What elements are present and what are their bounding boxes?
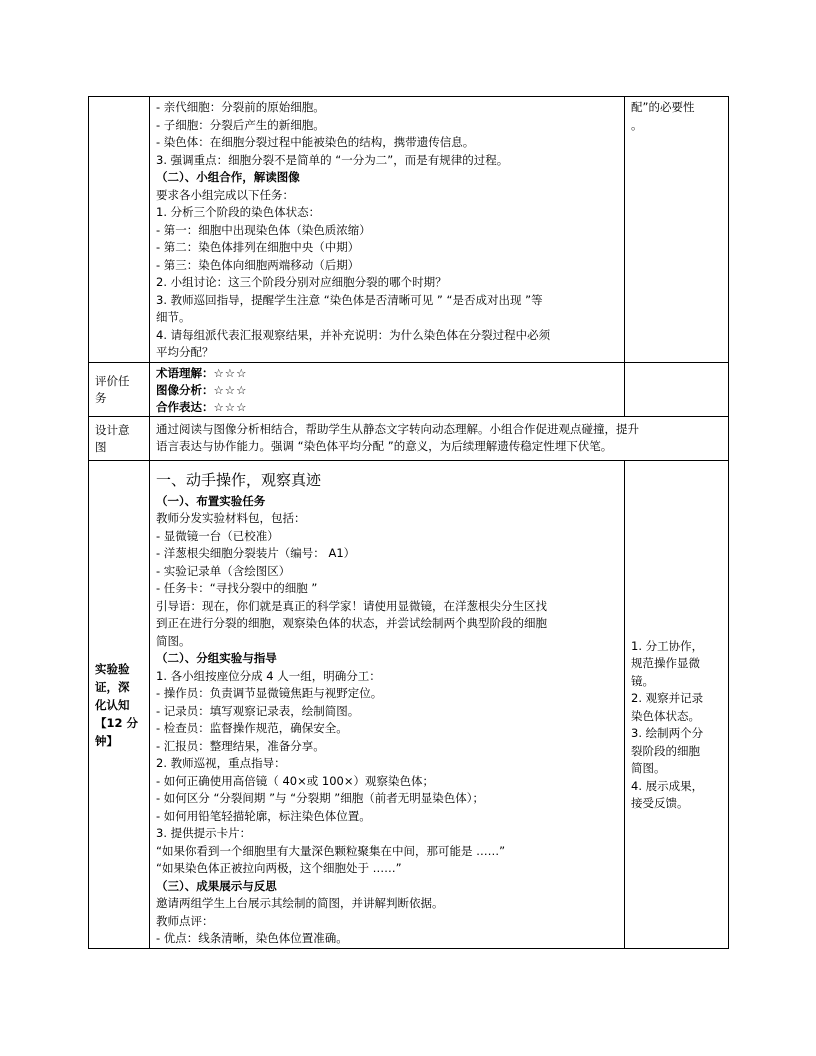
- evaluation-item-name: 合作表达：: [156, 399, 214, 414]
- subsection-heading: （二）、小组合作，解读图像: [156, 170, 300, 184]
- design-intent-label-cell: [89, 416, 150, 460]
- row1-label-cell: [89, 97, 150, 363]
- experiment-label: 【12 分: [95, 716, 139, 730]
- experiment-content-cell: [150, 460, 625, 948]
- table-row-evaluation: [89, 362, 729, 416]
- star-rating-icon: ☆☆☆: [213, 365, 248, 380]
- content-line: - 优点：线条清晰，染色体位置准确。: [156, 931, 348, 945]
- content-line: 1. 分析三个阶段的染色体状态：: [156, 205, 321, 219]
- objective-line: 4. 展示成果，: [631, 778, 704, 793]
- row1-content-cell: [150, 97, 625, 363]
- content-line: 邀请两组学生上台展示其绘制的简图，并讲解判断依据。: [156, 896, 444, 910]
- content-line: - 任务卡：“寻找分裂中的细胞 ”: [156, 581, 318, 595]
- evaluation-item-name: 图像分析：: [156, 382, 214, 397]
- content-line: - 检查员：监督操作规范，确保安全。: [156, 721, 348, 735]
- objective-line: 裂阶段的细胞: [631, 743, 700, 758]
- subsection-heading: （一）、布置实验任务: [156, 493, 266, 508]
- content-line: 要求各小组完成以下任务：: [156, 187, 294, 202]
- content-line: - 染色体：在细胞分裂过程中能被染色的结构，携带遗传信息。: [156, 135, 475, 149]
- experiment-objectives: [631, 638, 722, 813]
- objective-line: 接受反馈。: [631, 796, 689, 810]
- design-intent-label: 图: [95, 440, 107, 454]
- content-line: 3. 提供提示卡片：: [156, 826, 252, 840]
- design-intent-line: 语言表达与协作能力。强调 “染色体平均分配 ”的意义，为后续理解遗传稳定性埋下伏笔。: [156, 439, 613, 453]
- experiment-content: [156, 493, 618, 948]
- content-line: 到正在进行分裂的细胞，观察染色体的状态，并尝试绘制两个典型阶段的细胞: [156, 616, 547, 630]
- objective-line: 2. 观察并记录: [631, 691, 704, 705]
- content-line: - 实验记录单（含绘图区）: [156, 563, 291, 578]
- experiment-label: 钟】: [95, 734, 118, 748]
- objective-line: 规范操作显微: [631, 656, 700, 670]
- experiment-label: 证，深: [95, 680, 130, 694]
- content-line: 引导语：现在，你们就是真正的科学家！请使用显微镜，在洋葱根尖分生区找: [156, 598, 547, 613]
- content-line: - 第三：染色体向细胞两端移动（后期）: [156, 257, 360, 272]
- row1-side-line: 配”的必要性: [631, 100, 695, 114]
- content-line: - 亲代细胞：分裂前的原始细胞。: [156, 100, 325, 114]
- content-line: - 如何区分 “分裂间期 ”与 “分裂期 ”细胞（前者无明显染色体）；: [156, 791, 485, 805]
- content-line: 教师分发实验材料包，包括：: [156, 511, 306, 525]
- table-row-design-intent: [89, 416, 729, 460]
- subsection-heading: （三）、成果展示与反思: [156, 878, 277, 893]
- content-line: 2. 小组讨论：这三个阶段分别对应细胞分裂的哪个时期？: [156, 275, 447, 289]
- content-line: - 汇报员：整理结果，准备分享。: [156, 738, 325, 753]
- evaluation-side-cell: [625, 362, 729, 416]
- evaluation-item: [156, 382, 618, 399]
- row1-side-line: 。: [631, 117, 643, 132]
- content-line: - 如何用铅笔轻描轮廓，标注染色体位置。: [156, 808, 371, 823]
- content-line: 细节。: [156, 310, 191, 324]
- objective-line: 染色体状态。: [631, 708, 700, 723]
- content-line: - 第一：细胞中出现染色体（染色质浓缩）: [156, 222, 371, 237]
- content-line: 4. 请每组派代表汇报观察结果，并补充说明：为什么染色体在分裂过程中必须: [156, 327, 551, 342]
- star-rating-icon: ☆☆☆: [213, 399, 248, 414]
- content-line: 1. 各小组按座位分成 4 人一组，明确分工：: [156, 668, 381, 683]
- content-line: - 操作员：负责调节显微镜焦距与视野定位。: [156, 686, 383, 700]
- design-intent-label: 设计意: [95, 422, 130, 437]
- row1-content: [156, 99, 618, 362]
- star-rating-icon: ☆☆☆: [213, 382, 248, 397]
- evaluation-item: [156, 365, 618, 382]
- subsection-heading: （二）、分组实验与指导: [156, 651, 277, 665]
- content-line: “如果染色体正被拉向两极，这个细胞处于 ……”: [156, 861, 402, 875]
- content-line: - 显微镜一台（已校准）: [156, 528, 279, 543]
- table-row-experiment: [89, 460, 729, 948]
- content-line: 3. 教师巡回指导，提醒学生注意 “染色体是否清晰可见 ” “是否成对出现 ”等: [156, 292, 543, 307]
- experiment-label: 实验验: [95, 662, 130, 676]
- evaluation-item: [156, 399, 618, 416]
- content-line: - 记录员：填写观察记录表，绘制简图。: [156, 703, 360, 718]
- content-line: - 子细胞：分裂后产生的新细胞。: [156, 117, 325, 132]
- table-row-teaching-process: [89, 97, 729, 363]
- section-heading: 一、动手操作，观察真迹: [156, 470, 322, 489]
- content-line: - 如何正确使用高倍镜（ 40×或 100×）观察染色体；: [156, 773, 434, 788]
- objective-line: 简图。: [631, 761, 666, 775]
- evaluation-label-cell: [89, 362, 150, 416]
- lesson-plan-table: [88, 96, 729, 949]
- objective-line: 镜。: [631, 673, 654, 688]
- objective-line: 1. 分工协作，: [631, 638, 704, 653]
- evaluation-item-name: 术语理解：: [156, 365, 214, 380]
- content-line: - 洋葱根尖细胞分裂装片（编号： A1）: [156, 546, 356, 560]
- content-line: “如果你看到一个细胞里有大量深色颗粒聚集在中间，那可能是 ……”: [156, 843, 506, 858]
- content-line: 3. 强调重点：细胞分裂不是简单的 “一分为二”，而是有规律的过程。: [156, 152, 509, 167]
- row1-side-cell: [625, 97, 729, 363]
- content-line: 简图。: [156, 633, 191, 648]
- content-line: 平均分配？: [156, 345, 214, 359]
- design-intent-content-cell: [150, 416, 729, 460]
- content-line: 教师点评：: [156, 913, 214, 928]
- content-line: 2. 教师巡视，重点指导：: [156, 756, 286, 770]
- evaluation-content-cell: [150, 362, 625, 416]
- evaluation-label: 务: [95, 391, 107, 405]
- content-line: - 第二：染色体排列在细胞中央（中期）: [156, 240, 360, 254]
- objective-line: 3. 绘制两个分: [631, 726, 704, 740]
- experiment-label: 化认知: [95, 698, 130, 712]
- experiment-side-cell: [625, 460, 729, 948]
- design-intent-line: 通过阅读与图像分析相结合，帮助学生从静态文字转向动态理解。小组合作促进观点碰撞，提升: [156, 421, 639, 436]
- evaluation-label: 评价任: [95, 373, 130, 388]
- experiment-label-cell: [89, 460, 150, 948]
